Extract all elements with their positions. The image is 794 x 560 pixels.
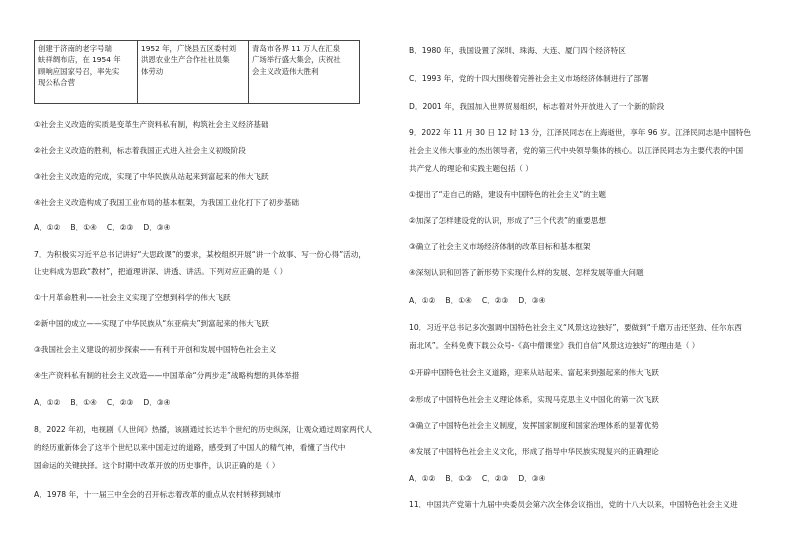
q6-item-4: ④社会主义改造构成了我国工业布局的基本框架，为我国工业化打下了初步基础	[34, 198, 299, 207]
q10-item-3: ③确立了中国特色社会主义制度，发挥国家制度和国家治理体系的显著优势	[409, 421, 659, 430]
q6-options: A．①② B．①④ C．②③ D．③④	[34, 223, 171, 232]
table-cell-3: 青岛市各界 11 万人在汇泉 广场举行盛大集会，庆祝社 会主义改造伟大胜利	[249, 41, 360, 104]
q7-options: A．①② B．①④ C．②③ D．③④	[34, 398, 171, 407]
q9-item-2: ②加深了怎样建设党的认识，形成了“三个代表”的重要思想	[409, 216, 606, 225]
q10-item-2: ②形成了中国特色社会主义理论体系，实现马克思主义中国化的第一次飞跃	[409, 395, 659, 404]
q9-line-1: 9．2022 年 11 月 30 日 12 时 13 分，江泽民同志在上海逝世，享年 96 岁。江泽民同志是中国特色	[409, 128, 752, 137]
q8-line-3: 国命运的关键抉择。这个时期中改革开放的历史事件，认识正确的是（ ）	[34, 461, 280, 470]
q10-options: A．①② B．①③ C．②③ D．③④	[409, 474, 546, 483]
q8-option-d: D．2001 年，我国加入世界贸易组织，标志着对外开放进入了一个新的阶段	[409, 102, 665, 111]
q7-item-4: ④生产资料私有制的社会主义改造——中国革命“分两步走”战略构想的具体举措	[34, 371, 300, 380]
table-cell-2: 1952 年，广饶县五区委村刘 洪恩农业生产合作社社员集 体劳动	[138, 41, 249, 104]
q6-item-3: ③社会主义改造的完成，实现了中华民族从站起来到富起来的伟大飞跃	[34, 172, 269, 181]
q9-line-2: 社会主义伟大事业的杰出领导者，党的第三代中央领导集体的核心。以江泽民同志为主要代表的中国	[409, 146, 744, 155]
q10-line-2: 南北风”。全科免费下载公众号-《高中僧课堂》我们自信“风景这边独好”的理由是（ ）	[409, 341, 700, 350]
q8-option-b: B．1980 年，我国设置了深圳、珠海、大连、厦门四个经济特区	[409, 46, 626, 55]
q7-item-2: ②新中国的成立——实现了中华民族从“东亚病夫”到富起来的伟大飞跃	[34, 319, 269, 328]
q8-option-c: C．1993 年，党的十四大围绕着完善社会主义市场经济体制进行了部署	[409, 74, 649, 83]
q7-line-1: 7．为积极实习近平总书记讲好“大思政课”的要求，某校组织开展“讲一个故事、写一份心得”活动，	[34, 250, 366, 259]
q9-item-3: ③确立了社会主义市场经济体制的改革目标和基本框架	[409, 242, 591, 251]
table-cell-1: 创建于济南的老字号瑞 蚨祥绸布店，在 1954 年 顾响应国家号召，率先实 现公私合营	[35, 41, 138, 104]
q9-options: A．①② B．①④ C．②③ D．③④	[409, 296, 546, 305]
q7-item-1: ①十月革命胜利——社会主义实现了空想到科学的伟大飞跃	[34, 293, 231, 302]
q6-item-1: ①社会主义改造的实质是变革生产资料私有制，构筑社会主义经济基础	[34, 120, 269, 129]
q8-line-1: 8．2022 年初，电视剧《人世间》热播，该剧通过长达半个世纪的历史纵深，让观众通过周家两代人	[34, 425, 372, 434]
q7-item-3: ③我国社会主义建设的初步探索——有利于开创和发展中国特色社会主义	[34, 345, 277, 354]
q10-item-4: ④发展了中国特色社会主义文化，形成了指导中华民族实现复兴的正确理论	[409, 447, 659, 456]
q9-item-4: ④深刻认识和回答了新形势下实现什么样的发展、怎样发展等重大问题	[409, 268, 644, 277]
q8-option-a: A．1978 年，十一届三中全会的召开标志着改革的重点从农村转移到城市	[34, 490, 282, 499]
q9-item-1: ①提出了“走自己的路，建设有中国特色的社会主义”的主题	[409, 190, 606, 199]
q6-item-2: ②社会主义改造的胜利，标志着我国正式进入社会主义初级阶段	[34, 146, 246, 155]
q11-line-1: 11．中国共产党第十九届中央委员会第六次全体会议指出，党的十八大以来，中国特色社会主义进	[409, 500, 738, 509]
q10-item-1: ①开辟中国特色社会主义道路，迎来从站起来、富起来到强起来的伟大飞跃	[409, 368, 659, 377]
q10-line-1: 10．习近平总书记多次强调中国特色社会主义“风景这边独好”，要做到“千磨万击还坚劲、任尔东西	[409, 323, 742, 332]
history-table	[34, 40, 360, 104]
q7-line-2: 让史料成为思政“教材”，把道理讲深、讲透、讲活。下列对应正确的是（ ）	[34, 267, 288, 276]
q8-line-2: 的经历重新体会了这半个世纪以来中国走过的道路，感受到了中国人的精气神，看懂了当代中	[34, 443, 346, 452]
q9-line-3: 共产党人的理论和实践主题包括（ ）	[409, 164, 533, 173]
